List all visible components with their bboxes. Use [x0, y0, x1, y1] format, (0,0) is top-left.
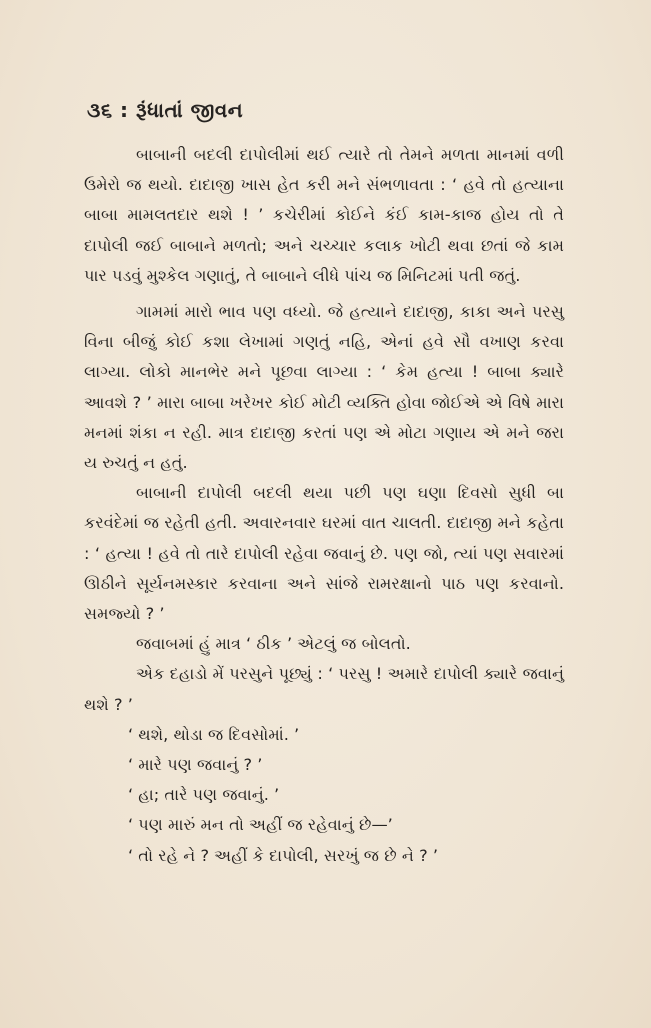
paragraph: બાબાની બદલી દાપોલીમાં થઈ ત્યારે તો તેમને મળતા માનમાં વળી ઉમેરો જ થયો. દાદાજી ખાસ હેત કરી મને સંભળાવતા : ‘ હવે તો હત્યાના બાબા મામલતદાર થશે ! ’ કચેરીમાં કોઈને કંઈ કામ-કાજ હોય તો તે દાપોલી જઈ બાબાને મળતો; અને ચચ્ચાર કલાક ખોટી થવા છતાં જે કામ પાર પડવું મુશ્કેલ ગણાતું, તે બાબાને લીધે પાંચ જ મિનિટમાં પતી જતું.: [84, 145, 564, 285]
dialogue-line: ‘ હા; તારે પણ જવાનું. ’: [128, 785, 280, 805]
page-header: ૩૬ : રૂંધાતાં જીવન: [87, 98, 244, 122]
book-page: [84, 90, 564, 871]
paragraph: જવાબમાં હું માત્ર ‘ ઠીક ’ એટલું જ બોલતો.: [136, 634, 411, 654]
paragraph: ગામમાં મારો ભાવ પણ વધ્યો. જે હત્યાને દાદાજી, કાકા અને પરસુ વિના બીજું કોઈ કશા લેખામાં ગણતું નહિ, એનાં હવે સૌ વખાણ કરવા લાગ્યા. લોકો માનભેર મને પૂછવા લાગ્યા : ‘ કેમ હત્યા ! બાબા ક્યારે આવશે ? ’ મારા બાબા ખરેખર કોઈ મોટી વ્યક્તિ હોવા જોઈએ એ વિષે મારા મનમાં શંકા ન રહી. માત્ર દાદાજી કરતાં પણ એ મોટા ગણાય એ મને જરા ય રુચતું ન હતું.: [84, 302, 564, 473]
paragraph: એક દહાડો મેં પરસુને પૂછ્યું : ‘ પરસુ ! અમારે દાપોલી ક્યારે જવાનું થશે ? ’: [84, 664, 564, 714]
dialogue-line: ‘ મારે પણ જવાનું ? ’: [128, 755, 263, 775]
dialogue-line: ‘ પણ મારું મન તો અહીં જ રહેવાનું છે—’: [128, 815, 393, 835]
dialogue-line: ‘ થશે, થોડા જ દિવસોમાં. ’: [128, 724, 300, 744]
paragraph: બાબાની દાપોલી બદલી થયા પછી પણ ઘણા દિવસો સુધી બા કરવંદેમાં જ રહેતી હતી. અવારનવાર ઘરમાં વાત ચાલતી. દાદાજી મને કહેતા : ‘ હત્યા ! હવે તો તારે દાપોલી રહેવા જવાનું છે. પણ જો, ત્યાં પણ સવારમાં ઊઠીને સૂર્યનમસ્કાર કરવાના અને સાંજે રામરક્ષાનો પાઠ પણ કરવાનો. સમજ્યો ? ’: [84, 483, 564, 624]
dialogue-line: ‘ તો રહે ને ? અહીં કે દાપોલી, સરખું જ છે ને ? ’: [128, 845, 438, 865]
body-text: [84, 140, 564, 871]
